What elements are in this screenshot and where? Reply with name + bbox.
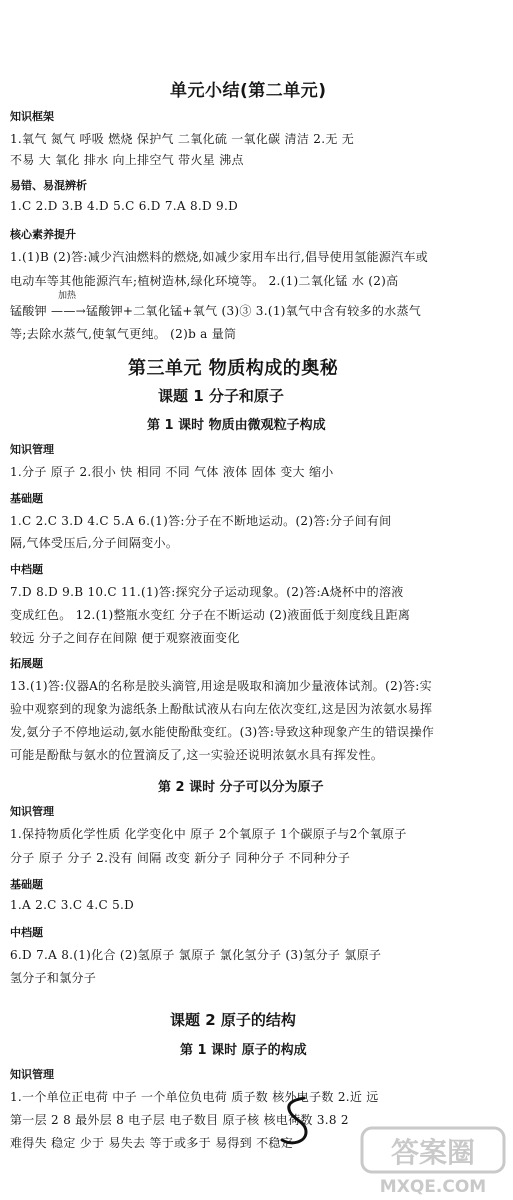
text-line: 隔,气体受压后,分子间隔变小。 xyxy=(10,536,179,550)
text-line: 发,氨分子不停地运动,氨水能使酚酞变红。(3)答:导致这种现象产生的错误操作 xyxy=(10,725,435,739)
text-line: 1.保持物质化学性质 化学变化中 原子 2个氧原子 1个碳原子与2个氧原子 xyxy=(10,827,407,841)
lesson-1-title: 第 1 课时 物质由微观粒子构成 xyxy=(147,418,326,433)
text-line: 不易 大 氧化 排水 向上排空气 带火星 沸点 xyxy=(10,153,244,167)
topic-1-title: 课题 1 分子和原子 xyxy=(158,387,284,405)
knowledge-framework-label: 知识框架 xyxy=(10,110,54,123)
text-line: 1.一个单位正电荷 中子 一个单位负电荷 质子数 核外电子数 2.近 远 xyxy=(10,1090,379,1104)
text-line: 1.A 2.C 3.C 4.C 5.D xyxy=(10,898,135,912)
text-line: 验中观察到的现象为滤纸条上酚酞试液从右向左依次变红,这是因为浓氨水易挥 xyxy=(10,702,433,716)
error-prone-label: 易错、易混辨析 xyxy=(10,179,87,192)
text-line: 等;去除水蒸气,使氧气更纯。 (2)b a 量筒 xyxy=(10,327,237,341)
text-line: 可能是酚酞与氨水的位置滴反了,这一实验还说明浓氨水具有挥发性。 xyxy=(10,748,384,762)
knowledge-management-label: 知识管理 xyxy=(10,443,54,456)
text-line: 分子 原子 分子 2.没有 间隔 改变 新分子 同种分子 不同种分子 xyxy=(10,851,351,865)
lesson-1-title: 第 1 课时 原子的构成 xyxy=(180,1043,307,1058)
unit-summary-title: 单元小结(第二单元) xyxy=(170,81,327,101)
text-line: 锰酸钾 ——→锰酸钾+二氧化锰+氧气 (3)③ 3.(1)氧气中含有较多的水蒸气 xyxy=(10,304,422,318)
reaction-condition: 加热 xyxy=(58,291,77,301)
text-line: 第一层 2 8 最外层 8 电子层 电子数目 原子核 核电荷数 3.8 2 xyxy=(10,1113,349,1127)
text-line: 1.氧气 氮气 呼吸 燃烧 保护气 二氧化硫 一氧化碳 清洁 2.无 无 xyxy=(10,132,355,146)
text-line: 氢分子和氯分子 xyxy=(10,971,97,985)
watermark-logo xyxy=(358,1122,508,1196)
lesson-2-title: 第 2 课时 分子可以分为原子 xyxy=(158,780,324,795)
basic-label: 基础题 xyxy=(10,878,43,891)
text-line: 较远 分子之间存在间隙 便于观察液面变化 xyxy=(10,631,240,645)
medium-label: 中档题 xyxy=(10,563,43,576)
text-line: 6.D 7.A 8.(1)化合 (2)氢原子 氯原子 氯化氢分子 (3)氢分子 氯原子 xyxy=(10,948,382,962)
basic-label: 基础题 xyxy=(10,492,43,505)
text-line: 13.(1)答:仪器A的名称是胶头滴管,用途是吸取和滴加少量液体试剂。(2)答:实 xyxy=(10,679,432,693)
text-line: 电动车等其他能源汽车;植树造林,绿化环境等。 2.(1)二氧化锰 水 (2)高 xyxy=(10,274,399,288)
text-line: 1.C 2.C 3.D 4.C 5.A 6.(1)答:分子在不断地运动。(2)答:分子间有间 xyxy=(10,514,392,528)
text-line: 1.分子 原子 2.很小 快 相同 不同 气体 液体 固体 变大 缩小 xyxy=(10,465,334,479)
watermark-url: MXQE.COM xyxy=(379,1177,487,1196)
text-line: 难得失 稳定 少于 易失去 等于或多于 易得到 不稳定 xyxy=(10,1136,293,1150)
knowledge-management-label: 知识管理 xyxy=(10,805,54,818)
core-literacy-label: 核心素养提升 xyxy=(10,228,76,241)
topic-2-title: 课题 2 原子的结构 xyxy=(170,1011,296,1029)
text-line: 变成红色。 12.(1)整瓶水变红 分子在不断运动 (2)液面低于刻度线且距离 xyxy=(10,608,411,622)
handwritten-mark xyxy=(262,1088,332,1158)
knowledge-management-label: 知识管理 xyxy=(10,1068,54,1081)
text-line: 1.(1)B (2)答:减少汽油燃料的燃烧,如减少家用车出行,倡导使用氢能源汽车或 xyxy=(10,250,429,264)
text-line: 7.D 8.D 9.B 10.C 11.(1)答:探究分子运动现象。(2)答:A烧杯中的溶液 xyxy=(10,585,404,599)
extension-label: 拓展题 xyxy=(10,657,43,670)
watermark-brand: 答案圈 xyxy=(390,1136,476,1169)
unit-3-title: 第三单元 物质构成的奥秘 xyxy=(128,358,339,379)
medium-label: 中档题 xyxy=(10,926,43,939)
text-line: 1.C 2.D 3.B 4.D 5.C 6.D 7.A 8.D 9.D xyxy=(10,199,239,213)
